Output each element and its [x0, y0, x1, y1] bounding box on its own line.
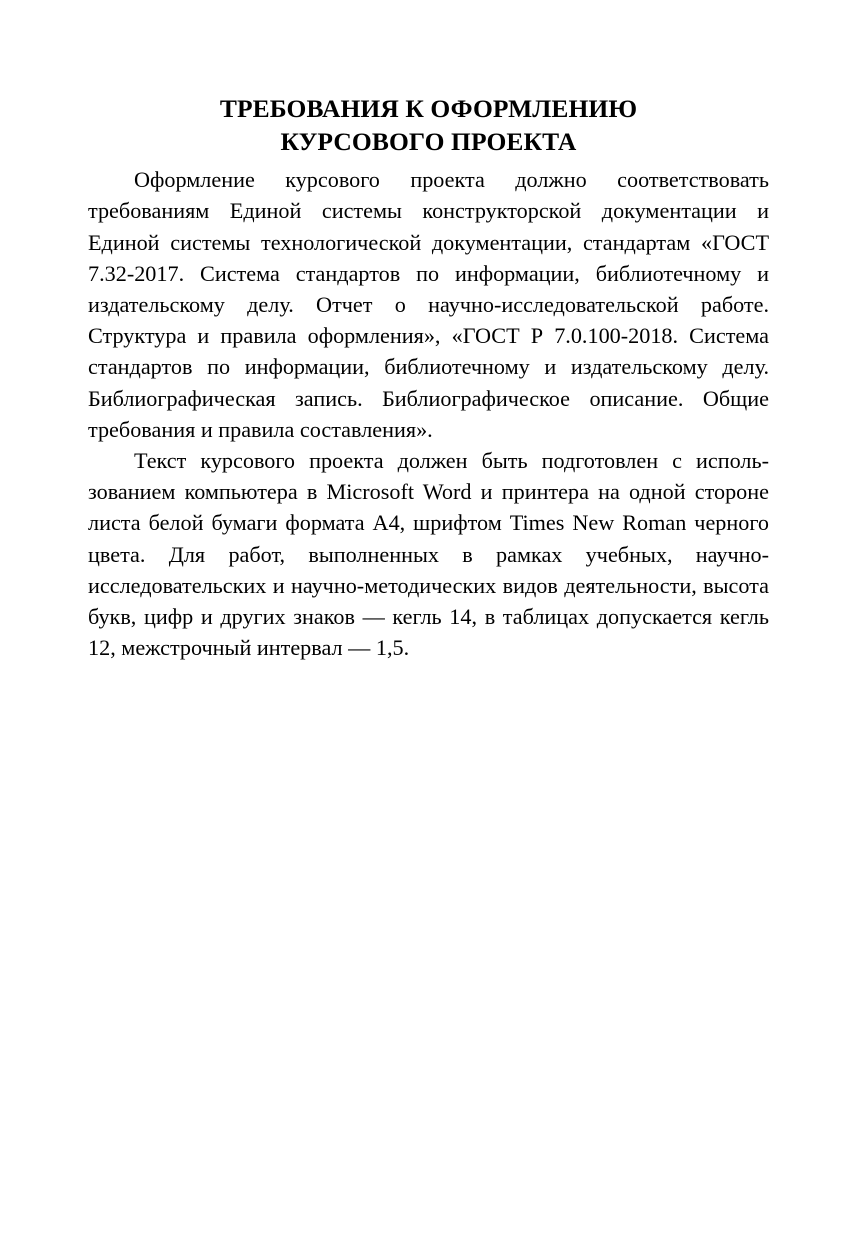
body-paragraph: Текст курсового проекта должен быть подготовлен с использованием компьютера в Microsoft Word и принтера на одной стороне листа белой бумаги формата А4, шрифтом Times New Roman черного цвета. Для работ, выполненных в рамках учебных, научно-исследовательских и научно-методических видов деятельности, высота букв, цифр и других знаков — кегль 14, в таблицах допускается кегль 12, межстрочный интервал — 1,5. [88, 447, 769, 661]
page-title-line-1: ТРЕБОВАНИЯ К ОФОРМЛЕНИЮ [219, 94, 638, 123]
body-paragraph: Оформление курсового проекта должно соответствовать требованиям Единой системы конструкторской документации и Единой системы технологической документации, стандартам «ГОСТ 7.32-2017. Система стандартов по информации, библиотечному и издательскому делу. Отчет о научно-исследовательской работе. Структура и правила оформления», «ГОСТ Р 7.0.100-2018. Система стандартов по информации, библиотечному и издательскому делу. Библиографическая запись. Библиографическое описание. Общие требования и правила составления». [88, 167, 769, 442]
page-title-line-2: КУРСОВОГО ПРОЕКТА [280, 127, 577, 157]
page-title [88, 92, 769, 158]
